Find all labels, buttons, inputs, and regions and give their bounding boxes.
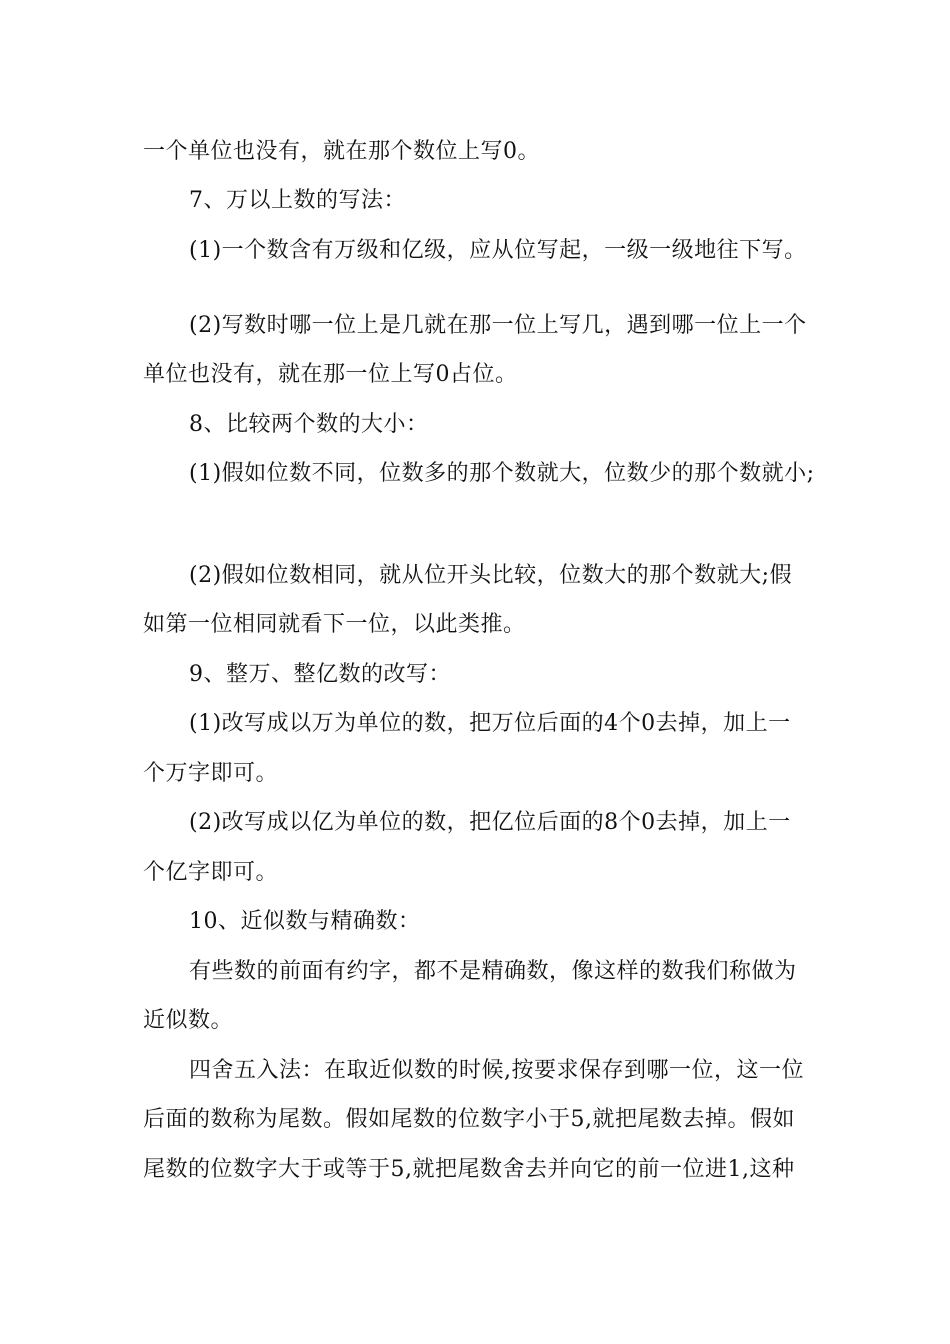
section-heading: 8、比较两个数的大小： [189, 412, 429, 437]
text-line: (2)写数时哪一位上是几就在那一位上写几，遇到哪一位上一个 [189, 313, 807, 338]
text-line: 一个单位也没有，就在那个数位上写0。 [143, 139, 540, 164]
text-line: (1)改写成以万为单位的数，把万位后面的4个0去掉，加上一 [189, 711, 791, 736]
text-line: 有些数的前面有约字，都不是精确数，像这样的数我们称做为 [189, 959, 797, 984]
text-line: 个万字即可。 [143, 761, 279, 786]
text-line: (2)改写成以亿为单位的数，把亿位后面的8个0去掉，加上一 [189, 810, 791, 835]
text-line: (1)一个数含有万级和亿级，应从位写起，一级一级地往下写。 [189, 238, 807, 263]
text-line: 近似数。 [143, 1008, 234, 1033]
section-heading: 7、万以上数的写法： [189, 188, 406, 213]
text-line: (1)假如位数不同，位数多的那个数就大，位数少的那个数就小; [189, 461, 815, 486]
section-heading: 10、近似数与精确数： [189, 909, 421, 934]
text-line: 四舍五入法：在取近似数的时候,按要求保存到哪一位，这一位 [189, 1058, 804, 1083]
text-line: (2)假如位数相同，就从位开头比较，位数大的那个数就大;假 [189, 563, 793, 588]
text-line: 个亿字即可。 [143, 860, 279, 885]
text-line: 尾数的位数字大于或等于5,就把尾数舍去并向它的前一位进1,这种 [143, 1157, 795, 1182]
text-line: 如第一位相同就看下一位，以此类推。 [143, 612, 526, 637]
text-line: 后面的数称为尾数。假如尾数的位数字小于5,就把尾数去掉。假如 [143, 1107, 795, 1132]
text-line: 单位也没有，就在那一位上写0占位。 [143, 362, 518, 387]
section-heading: 9、整万、整亿数的改写： [189, 662, 451, 687]
